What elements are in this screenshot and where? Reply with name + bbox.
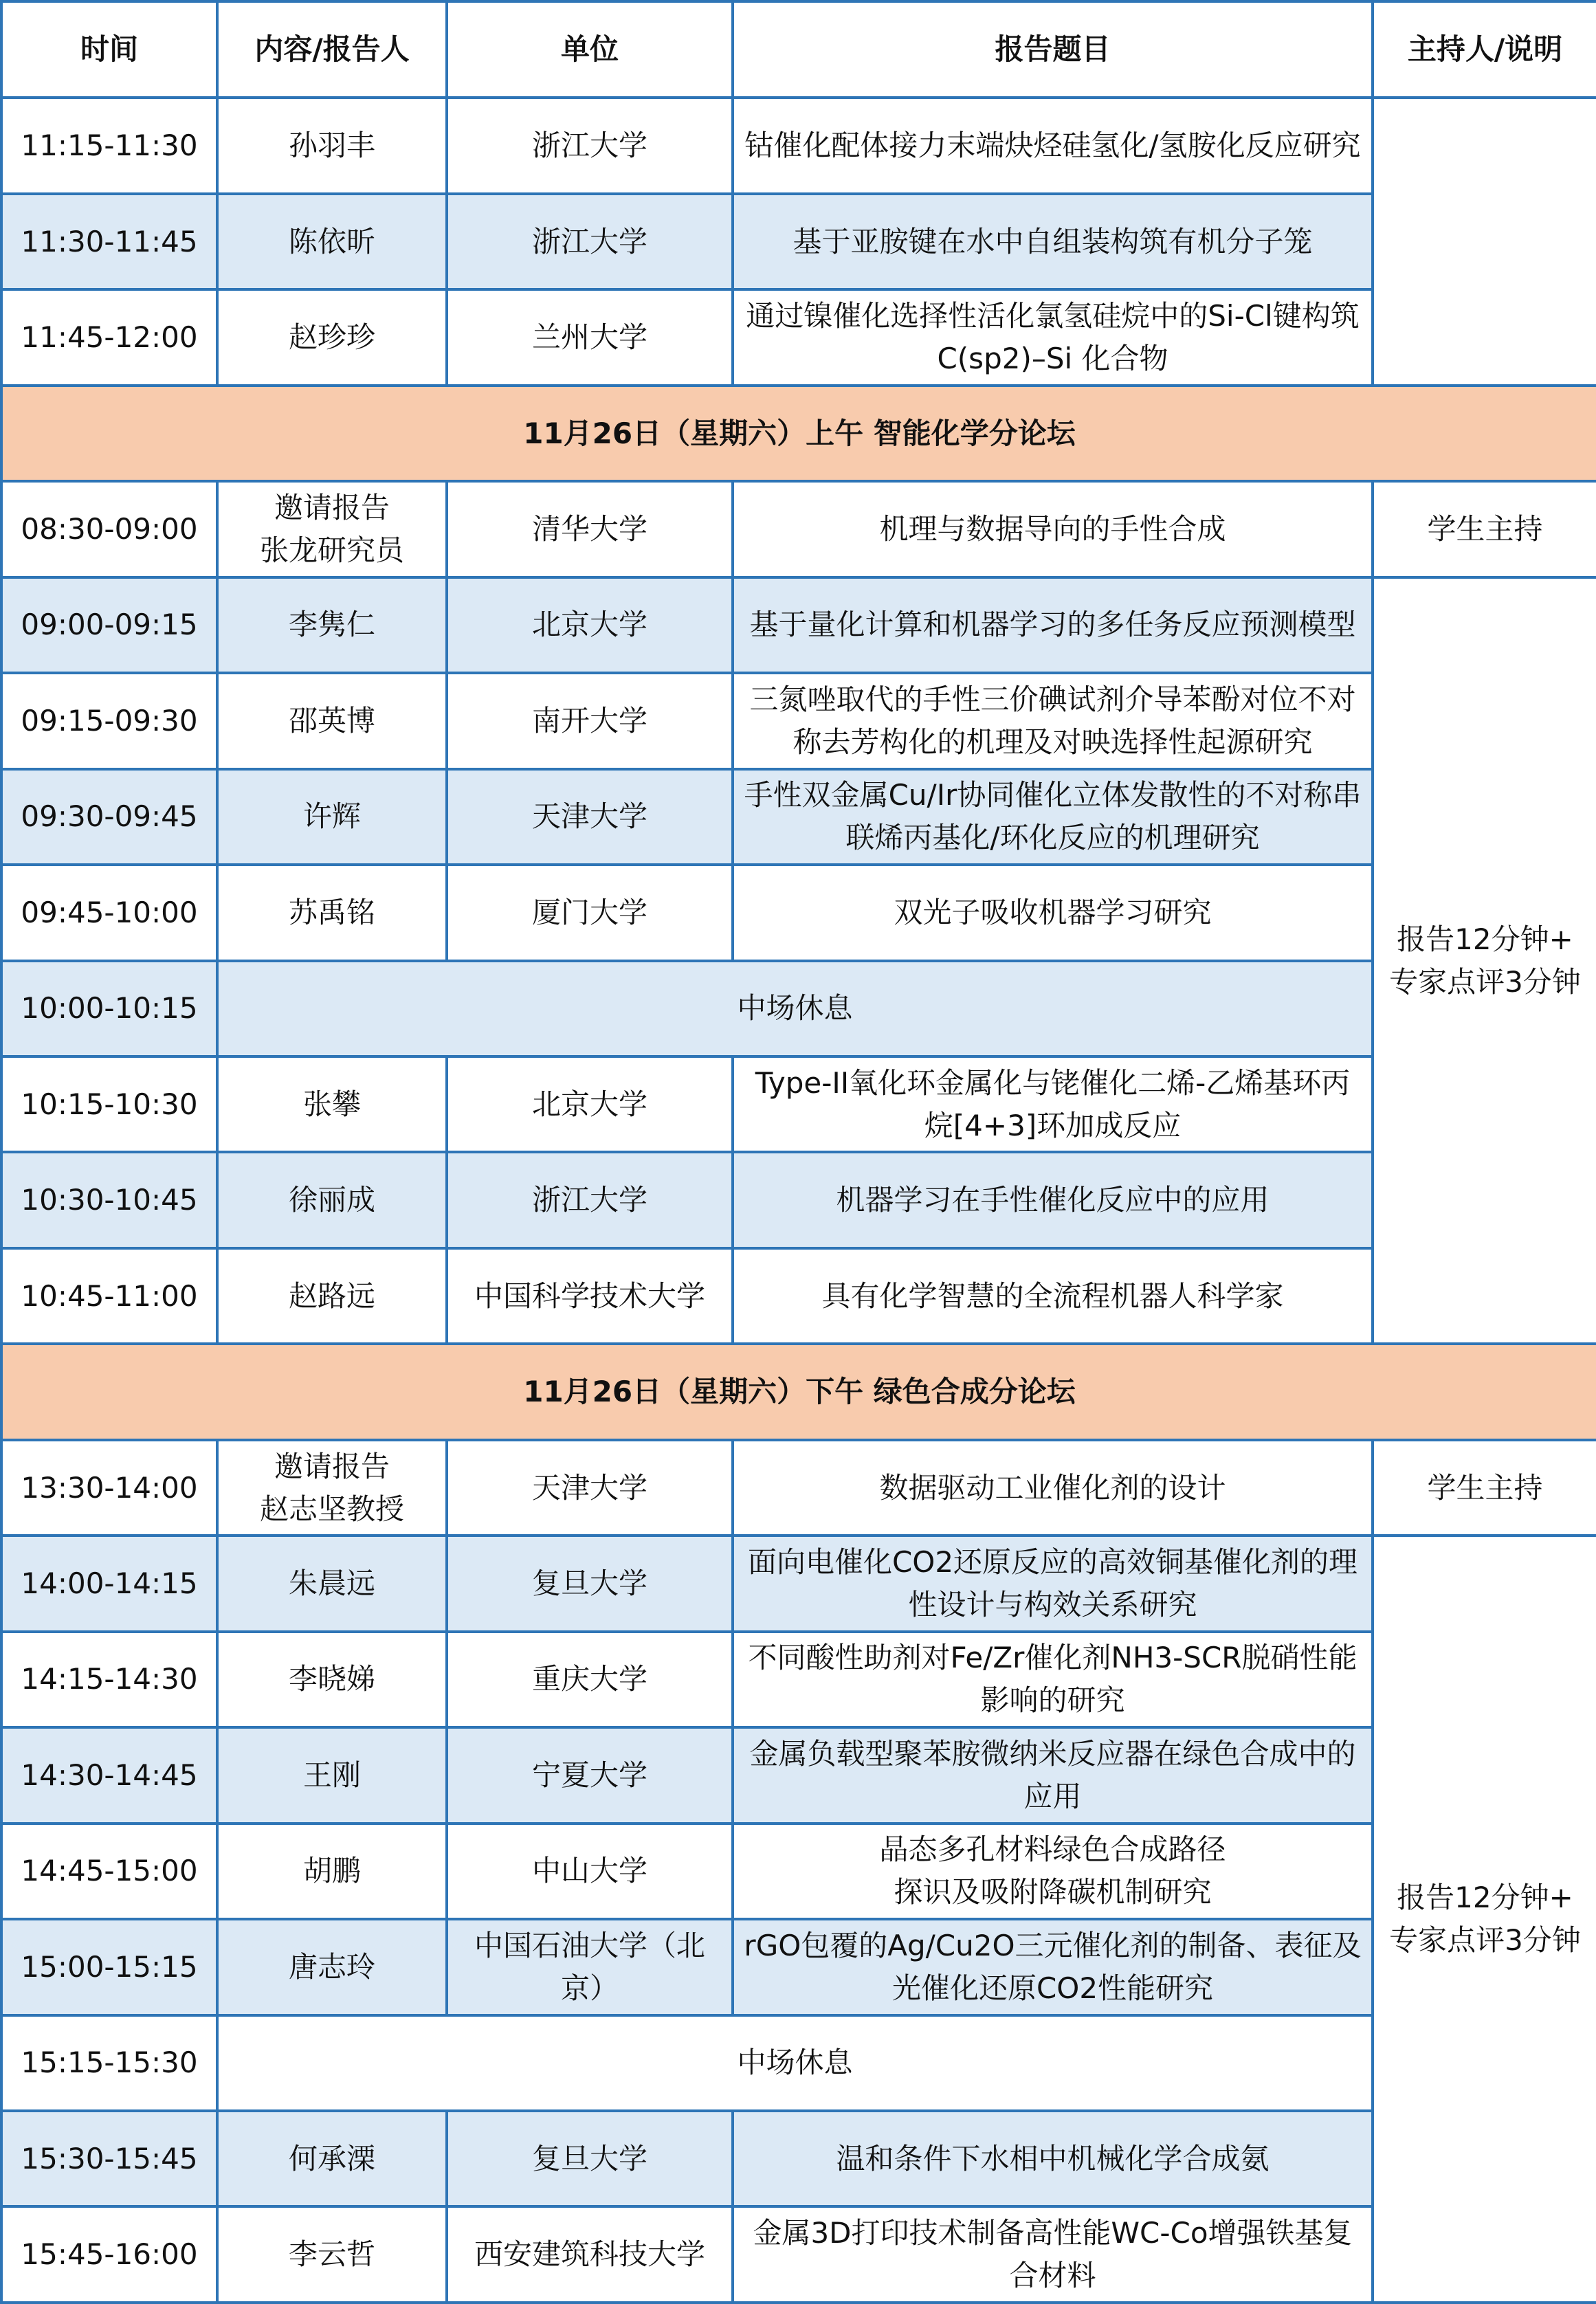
time-cell: 15:45-16:00 xyxy=(1,2206,217,2303)
title-cell: 基于量化计算和机器学习的多任务反应预测模型 xyxy=(733,577,1373,673)
time-cell: 14:30-14:45 xyxy=(1,1727,217,1823)
speaker-cell: 何承溧 xyxy=(217,2111,447,2206)
time-cell: 11:15-11:30 xyxy=(1,98,217,193)
unit-cell: 北京大学 xyxy=(447,1056,733,1152)
time-cell: 09:15-09:30 xyxy=(1,673,217,768)
unit-cell: 中国石油大学（北京） xyxy=(447,1919,733,2015)
table-row xyxy=(1,1056,1596,1152)
speaker-cell: 张攀 xyxy=(217,1056,447,1152)
speaker-cell: 徐丽成 xyxy=(217,1152,447,1248)
table-row xyxy=(1,1919,1596,2015)
time-cell: 15:30-15:45 xyxy=(1,2111,217,2206)
time-cell: 09:30-09:45 xyxy=(1,769,217,865)
header-host: 主持人/说明 xyxy=(1373,1,1596,98)
unit-cell: 中山大学 xyxy=(447,1824,733,1919)
break-label: 中场休息 xyxy=(217,961,1373,1056)
unit-cell: 浙江大学 xyxy=(447,1152,733,1248)
table-row xyxy=(1,1440,1596,1536)
table-row xyxy=(1,865,1596,960)
unit-cell: 厦门大学 xyxy=(447,865,733,960)
speaker-cell: 赵珍珍 xyxy=(217,289,447,385)
time-cell: 10:00-10:15 xyxy=(1,961,217,1056)
time-cell: 14:15-14:30 xyxy=(1,1632,217,1727)
speaker-cell: 唐志玲 xyxy=(217,1919,447,2015)
title-cell: rGO包覆的Ag/Cu2O三元催化剂的制备、表征及光催化还原CO2性能研究 xyxy=(733,1919,1373,2015)
unit-cell: 浙江大学 xyxy=(447,98,733,193)
title-cell: 钴催化配体接力末端炔烃硅氢化/氢胺化反应研究 xyxy=(733,98,1373,193)
speaker-cell: 李晓娣 xyxy=(217,1632,447,1727)
speaker-cell: 胡鹏 xyxy=(217,1824,447,1919)
title-cell: 晶态多孔材料绿色合成路径 探识及吸附降碳机制研究 xyxy=(733,1824,1373,1919)
unit-cell: 宁夏大学 xyxy=(447,1727,733,1823)
header-time: 时间 xyxy=(1,1,217,98)
section-title: 11月26日（星期六）下午 绿色合成分论坛 xyxy=(1,1344,1596,1439)
unit-cell: 南开大学 xyxy=(447,673,733,768)
table-row xyxy=(1,1632,1596,1727)
speaker-cell: 邵英博 xyxy=(217,673,447,768)
section-title: 11月26日（星期六）上午 智能化学分论坛 xyxy=(1,386,1596,481)
speaker-cell: 许辉 xyxy=(217,769,447,865)
host-note: 报告12分钟+ 专家点评3分钟 xyxy=(1373,1536,1596,2303)
table-row xyxy=(1,1536,1596,1631)
unit-cell: 北京大学 xyxy=(447,577,733,673)
table-row xyxy=(1,1248,1596,1344)
title-cell: 面向电催化CO2还原反应的高效铜基催化剂的理性设计与构效关系研究 xyxy=(733,1536,1373,1631)
header-unit: 单位 xyxy=(447,1,733,98)
break-label: 中场休息 xyxy=(217,2015,1373,2111)
title-cell: 机器学习在手性催化反应中的应用 xyxy=(733,1152,1373,1248)
title-cell: 数据驱动工业催化剂的设计 xyxy=(733,1440,1373,1536)
table-row xyxy=(1,2206,1596,2303)
unit-cell: 兰州大学 xyxy=(447,289,733,385)
host-cell: 学生主持 xyxy=(1373,1440,1596,1536)
title-cell: 金属负载型聚苯胺微纳米反应器在绿色合成中的应用 xyxy=(733,1727,1373,1823)
table-row xyxy=(1,577,1596,673)
time-cell: 15:15-15:30 xyxy=(1,2015,217,2111)
title-cell: 不同酸性助剂对Fe/Zr催化剂NH3-SCR脱硝性能影响的研究 xyxy=(733,1632,1373,1727)
table-row xyxy=(1,1727,1596,1823)
time-cell: 11:45-12:00 xyxy=(1,289,217,385)
section-row xyxy=(1,1344,1596,1439)
break-row xyxy=(1,2015,1596,2111)
table-row xyxy=(1,1152,1596,1248)
host-cell-empty xyxy=(1373,98,1596,385)
time-cell: 10:15-10:30 xyxy=(1,1056,217,1152)
time-cell: 09:00-09:15 xyxy=(1,577,217,673)
speaker-cell: 李隽仁 xyxy=(217,577,447,673)
title-cell: 机理与数据导向的手性合成 xyxy=(733,481,1373,577)
unit-cell: 中国科学技术大学 xyxy=(447,1248,733,1344)
table-row xyxy=(1,289,1596,385)
table-row xyxy=(1,1824,1596,1919)
unit-cell: 清华大学 xyxy=(447,481,733,577)
title-cell: 具有化学智慧的全流程机器人科学家 xyxy=(733,1248,1373,1344)
title-cell: Type-II氧化环金属化与铑催化二烯-乙烯基环丙烷[4+3]环加成反应 xyxy=(733,1056,1373,1152)
speaker-cell: 陈依昕 xyxy=(217,194,447,289)
host-note: 报告12分钟+ 专家点评3分钟 xyxy=(1373,577,1596,1344)
time-cell: 11:30-11:45 xyxy=(1,194,217,289)
unit-cell: 重庆大学 xyxy=(447,1632,733,1727)
time-cell: 15:00-15:15 xyxy=(1,1919,217,2015)
speaker-cell: 王刚 xyxy=(217,1727,447,1823)
unit-cell: 复旦大学 xyxy=(447,1536,733,1631)
host-cell: 学生主持 xyxy=(1373,481,1596,577)
title-cell: 三氮唑取代的手性三价碘试剂介导苯酚对位不对称去芳构化的机理及对映选择性起源研究 xyxy=(733,673,1373,768)
title-cell: 手性双金属Cu/Ir协同催化立体发散性的不对称串联烯丙基化/环化反应的机理研究 xyxy=(733,769,1373,865)
time-cell: 14:00-14:15 xyxy=(1,1536,217,1631)
title-cell: 温和条件下水相中机械化学合成氨 xyxy=(733,2111,1373,2206)
unit-cell: 西安建筑科技大学 xyxy=(447,2206,733,2303)
time-cell: 09:45-10:00 xyxy=(1,865,217,960)
title-cell: 金属3D打印技术制备高性能WC-Co增强铁基复合材料 xyxy=(733,2206,1373,2303)
speaker-cell: 朱晨远 xyxy=(217,1536,447,1631)
table-row xyxy=(1,769,1596,865)
speaker-cell: 孙羽丰 xyxy=(217,98,447,193)
table-row xyxy=(1,98,1596,193)
header-title: 报告题目 xyxy=(733,1,1373,98)
time-cell: 10:30-10:45 xyxy=(1,1152,217,1248)
time-cell: 14:45-15:00 xyxy=(1,1824,217,1919)
speaker-cell: 苏禹铭 xyxy=(217,865,447,960)
unit-cell: 浙江大学 xyxy=(447,194,733,289)
table-row xyxy=(1,194,1596,289)
time-cell: 08:30-09:00 xyxy=(1,481,217,577)
speaker-cell: 赵路远 xyxy=(217,1248,447,1344)
title-cell: 双光子吸收机器学习研究 xyxy=(733,865,1373,960)
speaker-cell: 李云哲 xyxy=(217,2206,447,2303)
section-row xyxy=(1,386,1596,481)
speaker-cell: 邀请报告 张龙研究员 xyxy=(217,481,447,577)
table-row xyxy=(1,673,1596,768)
break-row xyxy=(1,961,1596,1056)
title-cell: 基于亚胺键在水中自组装构筑有机分子笼 xyxy=(733,194,1373,289)
header-speaker: 内容/报告人 xyxy=(217,1,447,98)
table-row xyxy=(1,481,1596,577)
table-row xyxy=(1,2111,1596,2206)
unit-cell: 天津大学 xyxy=(447,769,733,865)
unit-cell: 天津大学 xyxy=(447,1440,733,1536)
header-row xyxy=(1,1,1596,98)
unit-cell: 复旦大学 xyxy=(447,2111,733,2206)
speaker-cell: 邀请报告 赵志坚教授 xyxy=(217,1440,447,1536)
time-cell: 13:30-14:00 xyxy=(1,1440,217,1536)
time-cell: 10:45-11:00 xyxy=(1,1248,217,1344)
title-cell: 通过镍催化选择性活化氯氢硅烷中的Si-Cl键构筑C(sp2)–Si 化合物 xyxy=(733,289,1373,385)
